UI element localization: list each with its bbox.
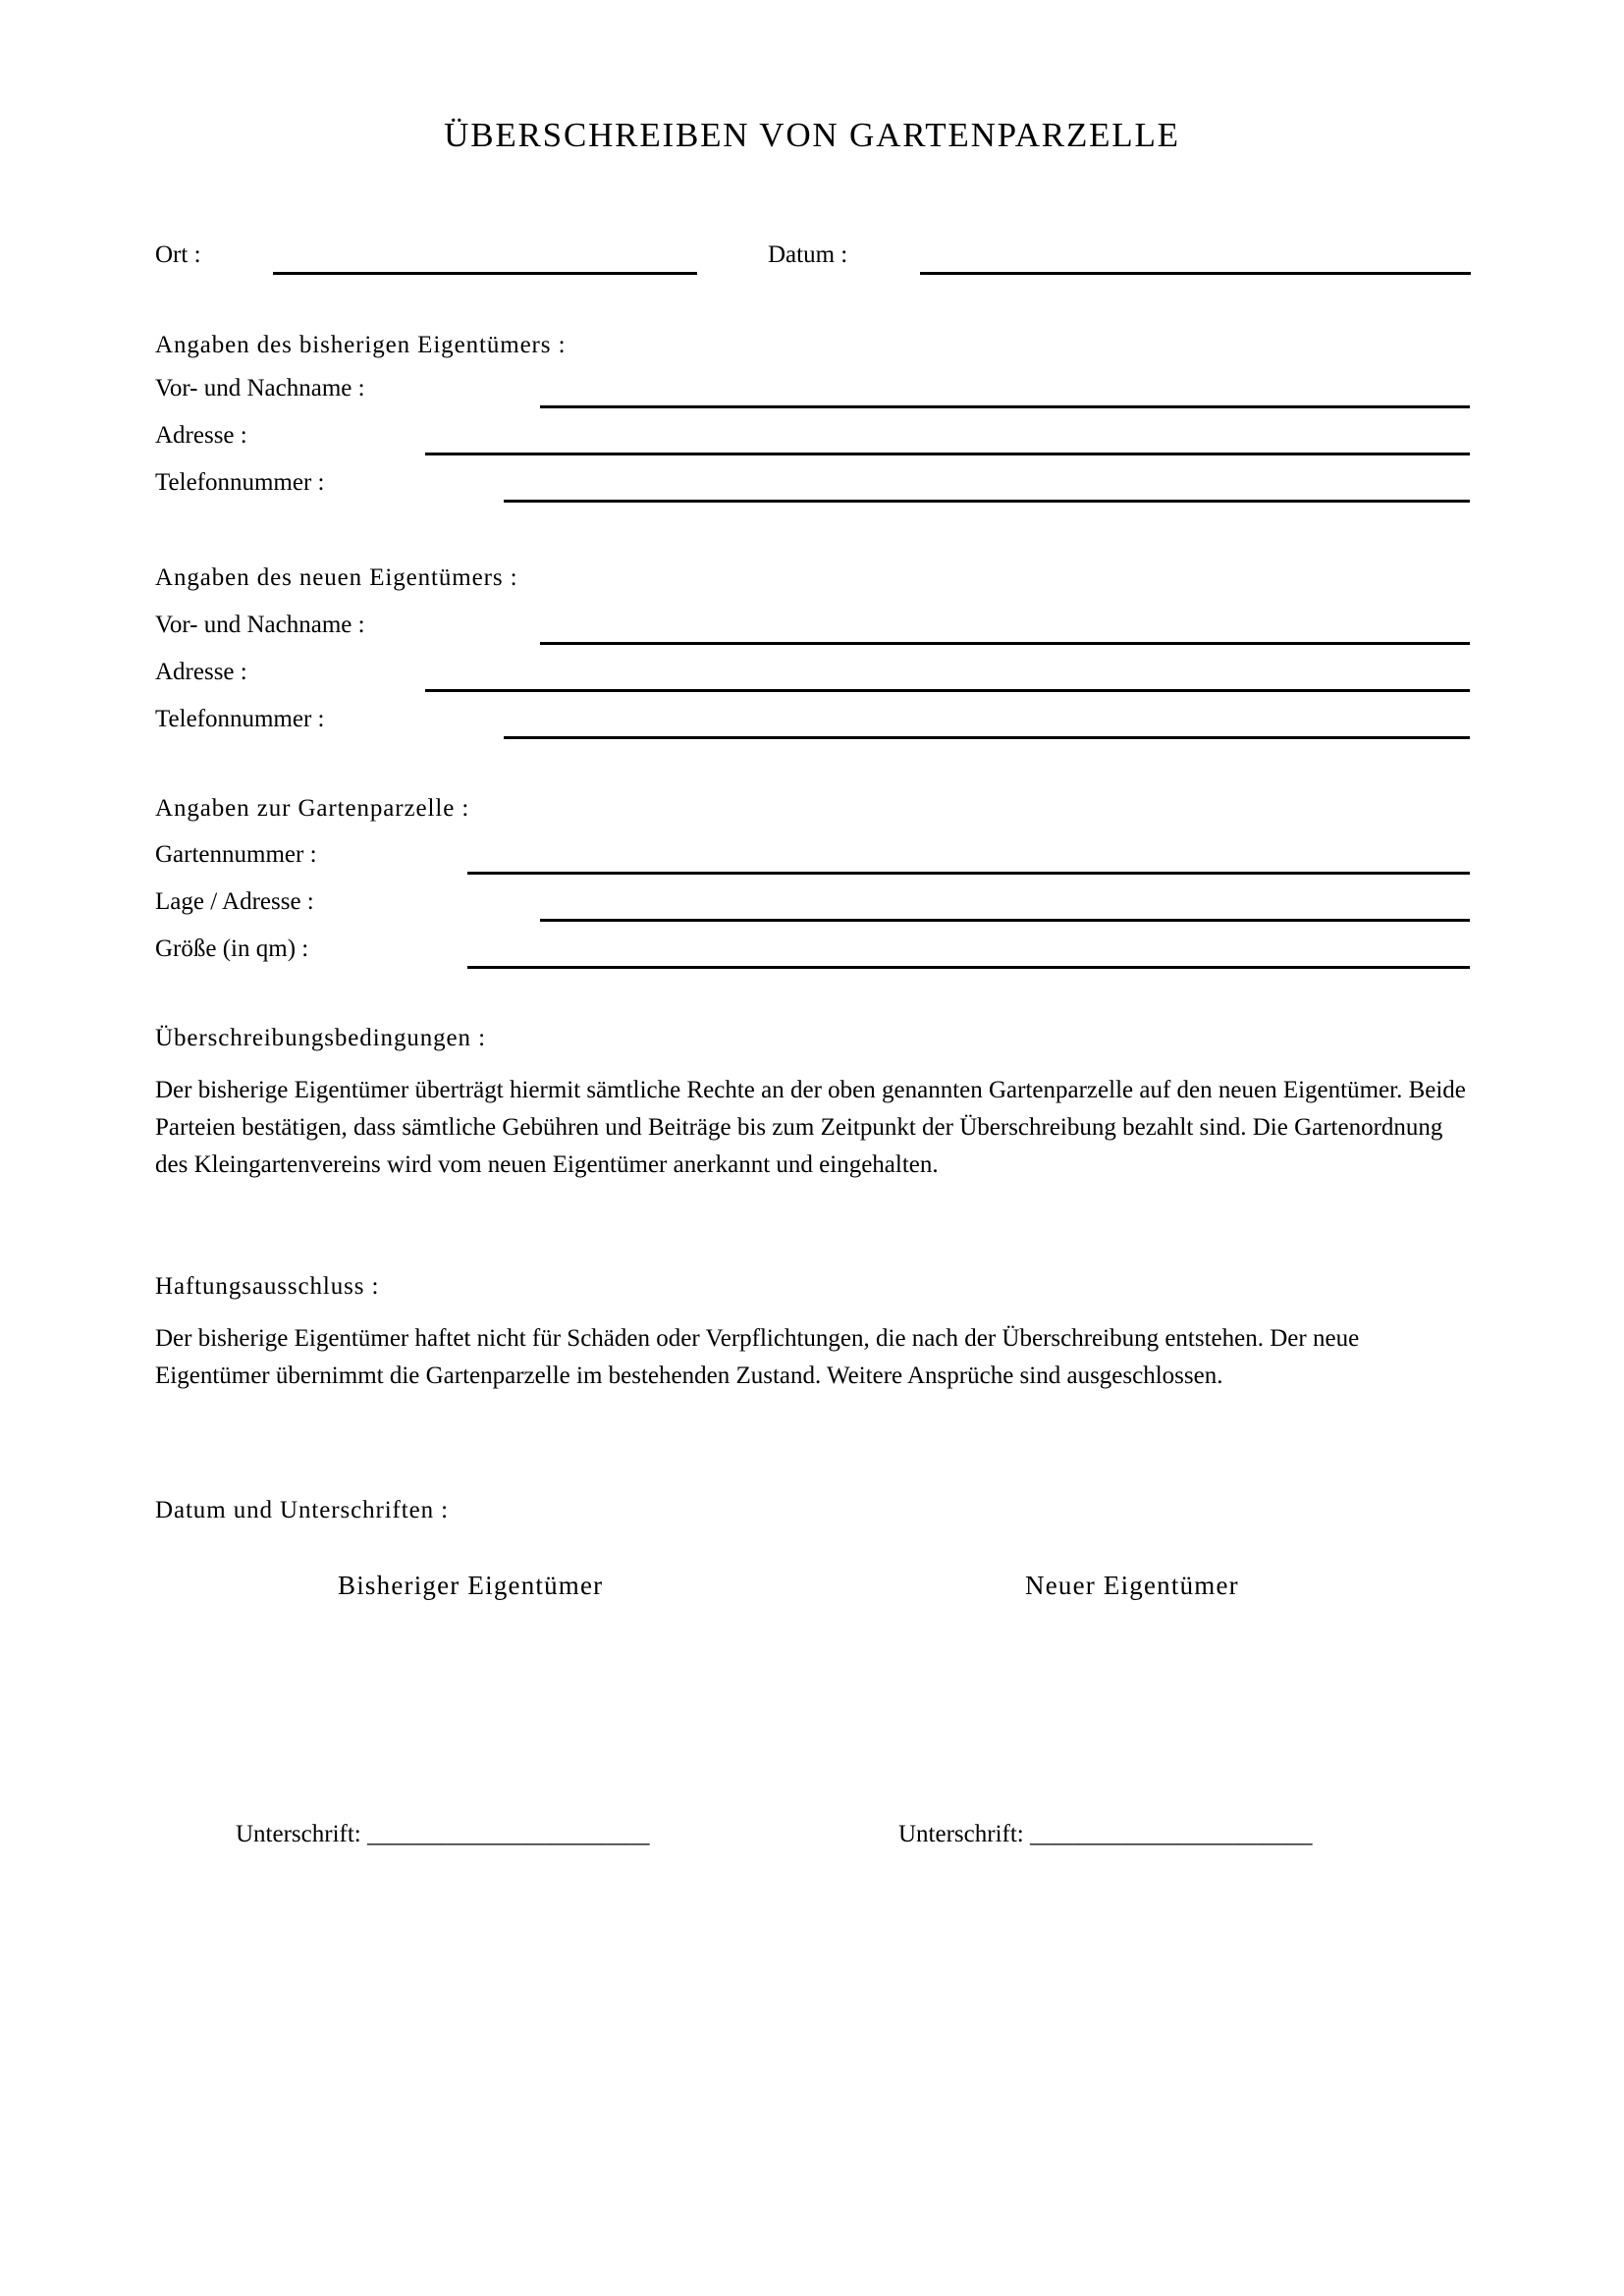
signature-party-previous-owner: Bisheriger Eigentümer [338,1571,604,1600]
section-heading-garden-plot: Angaben zur Gartenparzelle : [155,795,470,822]
new-owner-name-row [155,612,1624,645]
previous-owner-phone-label: Telefonnummer : [155,469,325,496]
place-input-line[interactable] [273,272,697,275]
signature-line-previous-owner[interactable]: Unterschrift: _______________________ [236,1821,650,1847]
previous-owner-address-line[interactable] [425,453,1470,455]
new-owner-name-label: Vor- und Nachname : [155,612,365,638]
page-title: ÜBERSCHREIBEN VON GARTENPARZELLE [444,116,1180,154]
garden-size-row [155,935,1624,969]
previous-owner-address-label: Adresse : [155,422,247,449]
new-owner-name-line[interactable] [540,642,1470,645]
date-label: Datum : [768,241,848,268]
previous-owner-name-row [155,375,1624,408]
garden-location-label: Lage / Adresse : [155,888,314,915]
terms-heading: Überschreibungsbedingungen : [155,1025,486,1051]
new-owner-phone-line[interactable] [504,736,1470,739]
previous-owner-phone-row [155,469,1624,503]
garden-size-line[interactable] [467,966,1470,969]
new-owner-address-line[interactable] [425,689,1470,692]
garden-number-line[interactable] [467,872,1470,875]
liability-heading: Haftungsausschluss : [155,1273,380,1300]
garden-number-row [155,841,1624,875]
date-input-line[interactable] [920,272,1471,275]
previous-owner-name-label: Vor- und Nachname : [155,375,365,401]
section-heading-previous-owner: Angaben des bisherigen Eigentümers : [155,332,567,358]
terms-body: Der bisherige Eigentümer überträgt hiermit sämtliche Rechte an der oben genannten Gartenparzelle auf den neuen Eigentümer. Beide Parteien bestätigen, dass sämtliche Gebühren und Beiträge bis zum Zeitpunkt der Überschreibung bezahlt sind. Die Gartenordnung des Kleingartenvereins wird vom neuen Eigentümer anerkannt und eingehalten. [155,1077,1466,1178]
garden-location-row [155,888,1624,922]
garden-number-label: Gartennummer : [155,841,317,868]
new-owner-phone-row [155,706,1624,739]
previous-owner-address-row [155,422,1624,455]
previous-owner-phone-line[interactable] [504,500,1470,503]
signatures-heading: Datum und Unterschriften : [155,1497,450,1523]
new-owner-address-row [155,659,1624,692]
new-owner-address-label: Adresse : [155,659,247,685]
place-date-row [155,241,1624,275]
liability-body: Der bisherige Eigentümer haftet nicht für Schäden oder Verpflichtungen, die nach der Überschreibung entstehen. Der neue Eigentümer übernimmt die Gartenparzelle im bestehenden Zustand. Weitere Ansprüche sind ausgeschlossen. [155,1325,1360,1389]
section-heading-new-owner: Angaben des neuen Eigentümers : [155,564,518,591]
previous-owner-name-line[interactable] [540,405,1470,408]
signature-party-new-owner: Neuer Eigentümer [1025,1571,1239,1600]
place-label: Ort : [155,241,201,268]
signature-line-new-owner[interactable]: Unterschrift: _______________________ [898,1821,1313,1847]
new-owner-phone-label: Telefonnummer : [155,706,325,732]
garden-size-label: Größe (in qm) : [155,935,309,962]
garden-location-line[interactable] [540,919,1470,922]
